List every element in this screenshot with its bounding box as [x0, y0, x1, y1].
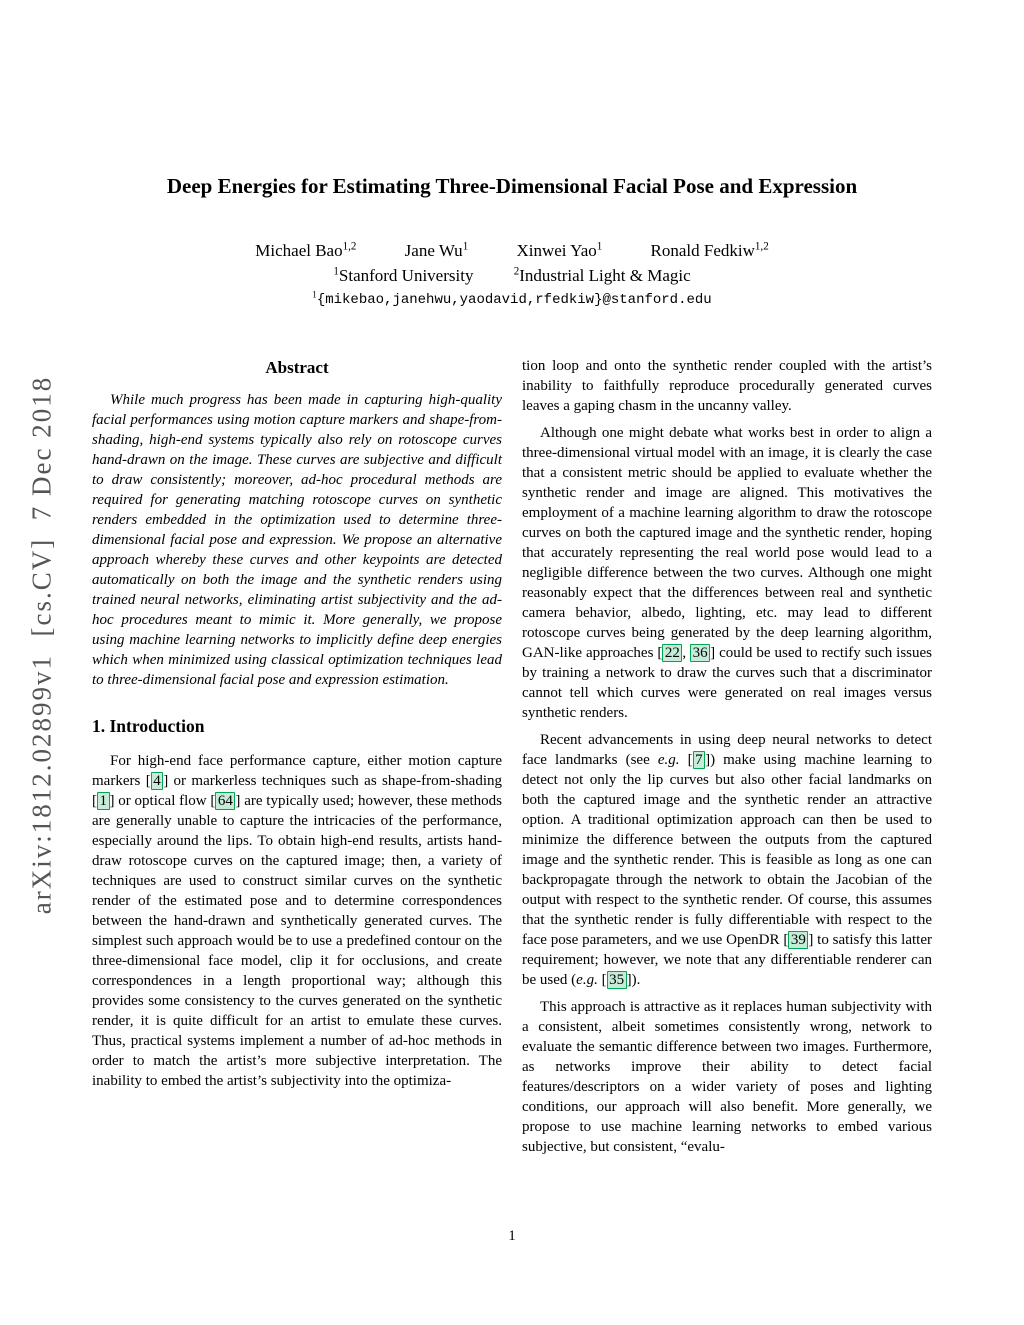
citation-ref[interactable]: 35: [607, 971, 627, 989]
citation-ref[interactable]: 1: [97, 792, 110, 810]
author-affil-sup: 1,2: [754, 240, 769, 253]
author: [651, 241, 769, 260]
affiliation: [333, 266, 473, 285]
citation-ref[interactable]: 36: [690, 644, 710, 662]
paragraph: Although one might debate what works best in order to align a three-dimensional virtual model with an image, it is clearly the case that a consistent metric should be applied to evaluate whether the synthetic render and image are aligned. This motivatives the employment of a machine learning algorithm to draw the rotoscope curves on both the captured image and the synthetic render, hoping that accurately representing the real world pose would lead to a negligible difference between the two curves. Although one might reasonably expect that the differences between real and synthetic camera behavior, albedo, lighting, etc. may lead to different rotoscope curves being generated by the deep learning algorithm, GAN-like approaches [ 22 , 36 ] could be used to rectify such issues by training a network to draw the curves such that a discriminator cannot tell which curves were generated on real images versus synthetic renders.: [522, 425, 932, 721]
author-line: [0, 241, 1024, 261]
citation-ref[interactable]: 64: [215, 792, 235, 810]
column-right: [522, 356, 932, 1157]
affiliation-sup: 2: [513, 265, 520, 278]
italic-term: e.g.: [657, 752, 680, 768]
column-left: [92, 356, 502, 1157]
author-affil-sup: 1,2: [342, 240, 357, 253]
paper-title: Deep Energies for Estimating Three-Dimensional Facial Pose and Expression: [166, 174, 858, 198]
two-column-body: [92, 356, 932, 1157]
affiliation: [514, 266, 691, 285]
citation-ref[interactable]: 4: [151, 772, 164, 790]
paragraph: For high-end face performance capture, either motion capture markers [ 4 ] or markerless techniques such as shape-from-shading [ 1 ] or optical flow [ 64 ] are typically used; however, these methods are generally unable to capture the intricacies of the performance, especially around the lips. To obtain high-end results, artists hand-draw rotoscope curves on the captured image; then, a variety of techniques are used to construct similar curves on the synthetic render of the estimated pose and to determine correspondences between the hand-drawn and synthetically generated curves. The simplest such approach would be to use a predefined contour on the three-dimensional face model, clip it for occlusions, and create correspondences in a length proportional way; although this provides some consistency to the curves generated on the synthetic render, it is quite difficult for an artist to emulate these curves. Thus, practical systems implement a number of ad-hoc methods in order to match the artist’s more subjective interpretation. The inability to embed the artist’s subjectivity into the optimiza-: [92, 753, 502, 1089]
citation-ref[interactable]: 22: [662, 644, 682, 662]
author-name: Xinwei Yao: [516, 241, 597, 260]
email-address: {mikebao,janehwu,yaodavid,rfedkiw}@stanford.edu: [316, 292, 712, 308]
author-affil-sup: 1: [596, 240, 603, 253]
affiliation-name: Stanford University: [338, 266, 474, 285]
author: [516, 241, 602, 260]
affiliation-line: [0, 266, 1024, 286]
arxiv-watermark: arXiv:1812.02899v1 [cs.CV] 7 Dec 2018: [26, 375, 57, 915]
paragraph: tion loop and onto the synthetic render coupled with the artist’s inability to faithfully reproduce procedurally generated curves leaves a gaping chasm in the uncanny valley.: [522, 358, 932, 414]
author-name: Jane Wu: [404, 241, 463, 260]
author-name: Michael Bao: [255, 241, 343, 260]
paragraph: This approach is attractive as it replaces human subjectivity with a consistent, albeit sometimes consistently wrong, network to evaluate the semantic difference between two images. Furthermore, as networks improve their ability to detect facial features/descriptors on a wider variety of poses and lighting conditions, our approach will also benefit. More generally, we propose to use machine learning networks to embed various subjective, but consistent, “evalu-: [522, 999, 932, 1155]
citation-ref[interactable]: 7: [693, 751, 706, 769]
paragraph: Recent advancements in using deep neural networks to detect face landmarks (see e.g. [ 7 ]) make using machine learning to detect not only the lip curves but also other facial landmarks on both the captured image and the synthetic render an attractive option. A traditional optimization approach can then be used to minimize the difference between the outputs from the captured image and the synthetic render. This is feasible as long as one can backpropagate through the network to obtain the Jacobian of the output with respect to the synthetic render. Of course, this assumes that the synthetic render is fully differentiable with respect to the face pose parameters, and we use OpenDR [ 39 ] to satisfy this latter requirement; however, we note that any differentiable renderer can be used (e.g. [ 35 ]).: [522, 732, 933, 988]
email-sup: 1: [312, 289, 317, 300]
section-heading: 1. Introduction: [92, 716, 205, 736]
author: [405, 241, 469, 260]
affiliation-sup: 1: [333, 265, 339, 278]
author-name: Ronald Fedkiw: [650, 241, 755, 260]
author-affil-sup: 1: [462, 240, 469, 253]
citation-ref[interactable]: 39: [788, 931, 808, 949]
author: [255, 241, 356, 260]
paragraph: While much progress has been made in capturing high-quality facial performances using motion capture markers and shape-from-shading, high-end systems typically also rely on rotoscope curves hand-drawn on the image. These curves are subjective and difficult to draw consistently; moreover, ad-hoc procedural methods are required for generating matching rotoscope curves on synthetic renders embedded in the optimization used to determine three-dimensional facial pose and expression. We propose an alternative approach whereby these curves and other keypoints are detected automatically on both the image and the synthetic renders using trained neural networks, eliminating artist subjectivity and the ad-hoc procedures meant to mimic it. More generally, we propose using machine learning networks to implicitly define deep energies which when minimized using classical optimization techniques lead to three-dimensional facial pose and expression estimation.: [92, 392, 502, 688]
affiliation-name: Industrial Light & Magic: [519, 266, 691, 285]
italic-term: e.g.: [576, 972, 598, 988]
email-line: [0, 289, 1024, 308]
abstract-heading: Abstract: [265, 358, 329, 377]
page-number: 1: [508, 1228, 516, 1244]
